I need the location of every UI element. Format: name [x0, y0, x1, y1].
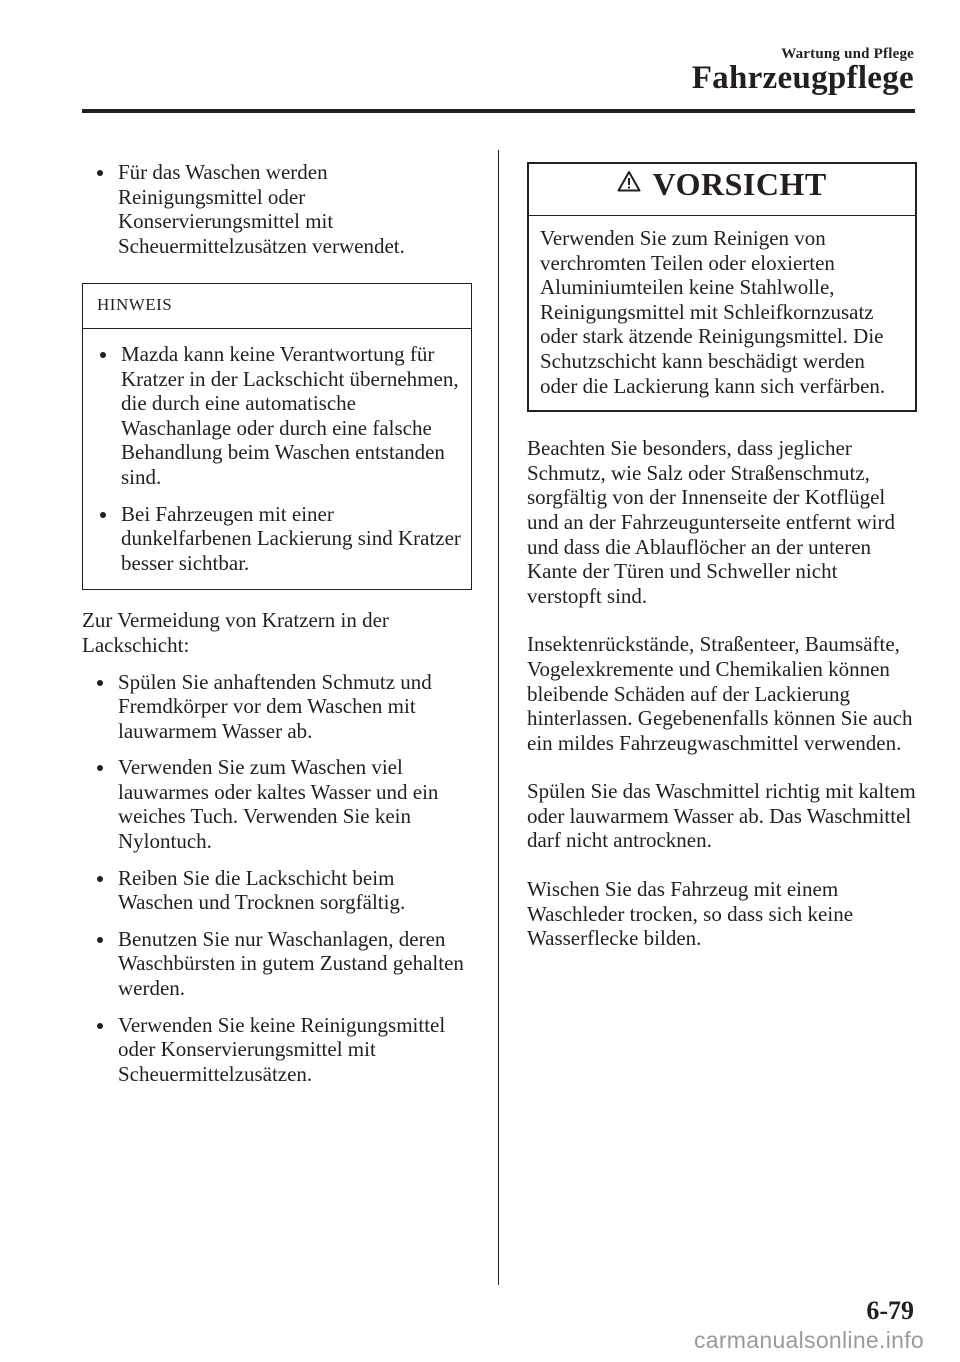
list-item-text: Für das Waschen werden Reinigungsmittel oder Konservierungsmittel mit Scheuermittelzusätzen verwendet. [118, 160, 405, 258]
bullet-icon [97, 1023, 103, 1029]
note-item-text: Mazda kann keine Verantwortung für Kratzer in der Lackschicht übernehmen, die durch eine automatische Waschanlage oder durch eine falsche Behandlung beim Waschen entstanden sind. [121, 341, 459, 489]
column-divider [498, 150, 499, 1285]
warning-triangle-icon [617, 170, 641, 198]
note-item [85, 342, 465, 490]
bullet-icon [100, 352, 106, 358]
bullet-icon [97, 765, 103, 771]
note-title: HINWEIS [83, 284, 471, 329]
note-body [83, 329, 471, 589]
bullet-icon [97, 170, 103, 176]
list-item [82, 670, 472, 744]
list-item [82, 160, 472, 258]
body-paragraph: Spülen Sie das Waschmittel richtig mit kaltem oder lauwarmem Wasser ab. Das Waschmittel darf nicht antrocknen. [527, 779, 916, 853]
note-item-text: Bei Fahrzeugen mit einer dunkelfarbenen Lackierung sind Kratzer besser sichtbar. [121, 501, 461, 575]
bullet-icon [97, 937, 103, 943]
list-item-text: Verwenden Sie keine Reinigungsmittel oder Konservierungsmittel mit Scheuermittelzusätzen. [118, 1012, 446, 1086]
list-item-text: Verwenden Sie zum Waschen viel lauwarmes oder kaltes Wasser und ein weiches Tuch. Verwenden Sie kein Nylontuch. [118, 755, 439, 854]
body-paragraph: Wischen Sie das Fahrzeug mit einem Waschleder trocken, so dass sich keine Wasserflecke bilden. [527, 877, 854, 951]
list-item [82, 866, 472, 915]
list-item [82, 927, 472, 1001]
list-item [82, 1013, 472, 1087]
right-column [527, 160, 917, 975]
list-item-text: Reiben Sie die Lackschicht beim Waschen und Trocknen sorgfältig. [118, 865, 406, 915]
caution-title: VORSICHT [652, 165, 827, 202]
bullet-icon [97, 876, 103, 882]
list-item-text: Benutzen Sie nur Waschanlagen, deren Waschbürsten in gutem Zustand gehalten werden. [118, 926, 464, 1001]
section-label: Wartung und Pflege [781, 46, 914, 62]
list-item-text: Spülen Sie anhaftenden Schmutz und Fremdkörper vor dem Waschen mit lauwarmem Wasser ab. [118, 669, 432, 743]
caution-text: Verwenden Sie zum Reinigen von verchromten Teilen oder eloxierten Aluminiumteilen keine Stahlwolle, Reinigungsmittel mit Schleifkornzusatz oder stark ätzende Reinigungsmittel. Die Schutzschicht kann beschädigt werden oder die Lackierung kann sich verfärben. [540, 226, 886, 398]
list-item [82, 755, 472, 853]
page-title: Fahrzeugpflege [691, 60, 914, 96]
caution-header [529, 164, 915, 216]
bullet-icon [97, 680, 103, 686]
left-column [82, 160, 472, 1098]
header-divider [82, 109, 915, 113]
note-item [85, 502, 465, 576]
body-paragraph: Beachten Sie besonders, dass jeglicher Schmutz, wie Salz oder Straßenschmutz, sorgfältig von der Innenseite der Kotflügel und an der Fahrzeugunterseite entfernt wird und dass die Ablauflöcher an der unteren Kante der Türen und Schweller nicht verstopft sind. [527, 436, 895, 608]
body-paragraph: Insektenrückstände, Straßenteer, Baumsäfte, Vogelexkremente und Chemikalien können bleibende Schäden auf der Lackierung hinterlassen. Gegebenenfalls können Sie auch ein mildes Fahrzeugwaschmittel verwenden. [527, 632, 913, 755]
page-number: 6-79 [866, 1296, 914, 1325]
bullet-icon [100, 512, 106, 518]
watermark: carmanualsonline.info [693, 1327, 924, 1353]
note-box [82, 283, 472, 590]
caution-box [527, 162, 917, 412]
intro-paragraph: Zur Vermeidung von Kratzern in der Lackschicht: [82, 608, 389, 657]
